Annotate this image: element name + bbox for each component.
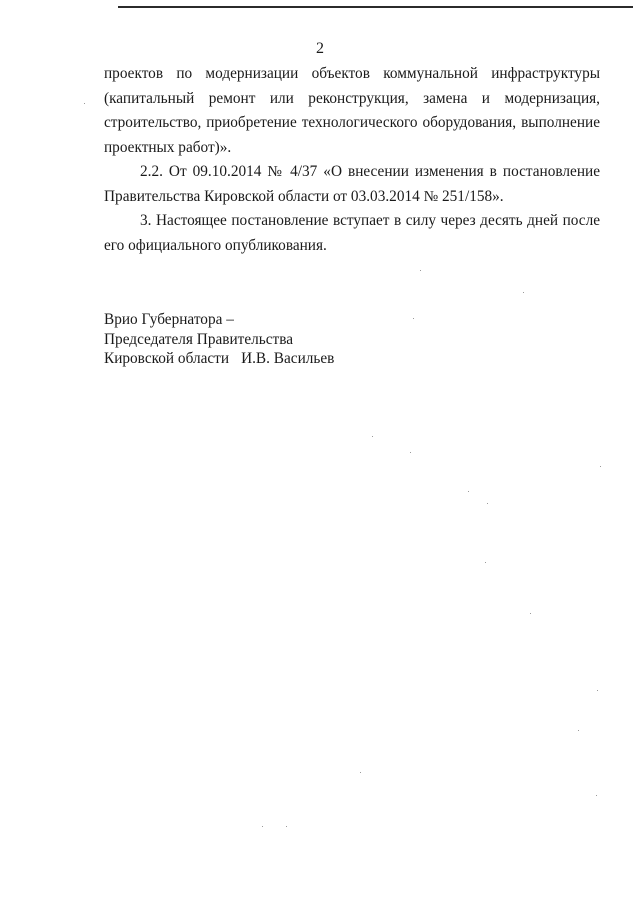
paragraph-item-3: 3. Настоящее постановление вступает в силу через десять дней после его официального опубликования. bbox=[104, 212, 600, 254]
scan-speck bbox=[600, 466, 601, 467]
scan-speck bbox=[468, 491, 469, 492]
scan-speck bbox=[420, 270, 421, 271]
page-number: 2 bbox=[316, 40, 324, 57]
scan-speck bbox=[523, 292, 524, 293]
signature-region: Кировской области bbox=[104, 350, 230, 367]
scan-speck bbox=[410, 452, 411, 453]
scan-speck bbox=[360, 772, 361, 773]
scan-speck bbox=[372, 436, 373, 437]
signature-title-line-3 bbox=[104, 349, 334, 369]
scan-speck bbox=[485, 562, 486, 563]
scan-speck bbox=[597, 690, 598, 691]
document-body bbox=[104, 62, 600, 258]
paragraph-item-2-2: 2.2. От 09.10.2014 № 4/37 «О внесении изменения в постановление Правительства Кировской области от 03.03.2014 № 251/158». bbox=[104, 163, 600, 205]
scan-speck bbox=[84, 103, 85, 104]
signature-name: И.В. Васильев bbox=[241, 350, 335, 367]
signature-title-line-1: Врио Губернатора – bbox=[104, 311, 234, 328]
scan-speck bbox=[578, 730, 579, 731]
scan-speck bbox=[487, 503, 488, 504]
scan-speck bbox=[530, 613, 531, 614]
paragraph-continuation: проектов по модернизации объектов коммунальной инфраструктуры (капитальный ремонт или реконструкция, замена и модернизация, строительство, приобретение технологического оборудования, выполнение проектных работ)». bbox=[104, 65, 600, 156]
scan-edge-line bbox=[118, 6, 633, 8]
scan-speck bbox=[286, 826, 287, 827]
scan-speck bbox=[596, 795, 597, 796]
scan-speck bbox=[413, 318, 414, 319]
signature-block bbox=[104, 310, 334, 369]
signature-title-line-2: Председателя Правительства bbox=[104, 330, 294, 348]
scan-speck bbox=[262, 826, 263, 827]
